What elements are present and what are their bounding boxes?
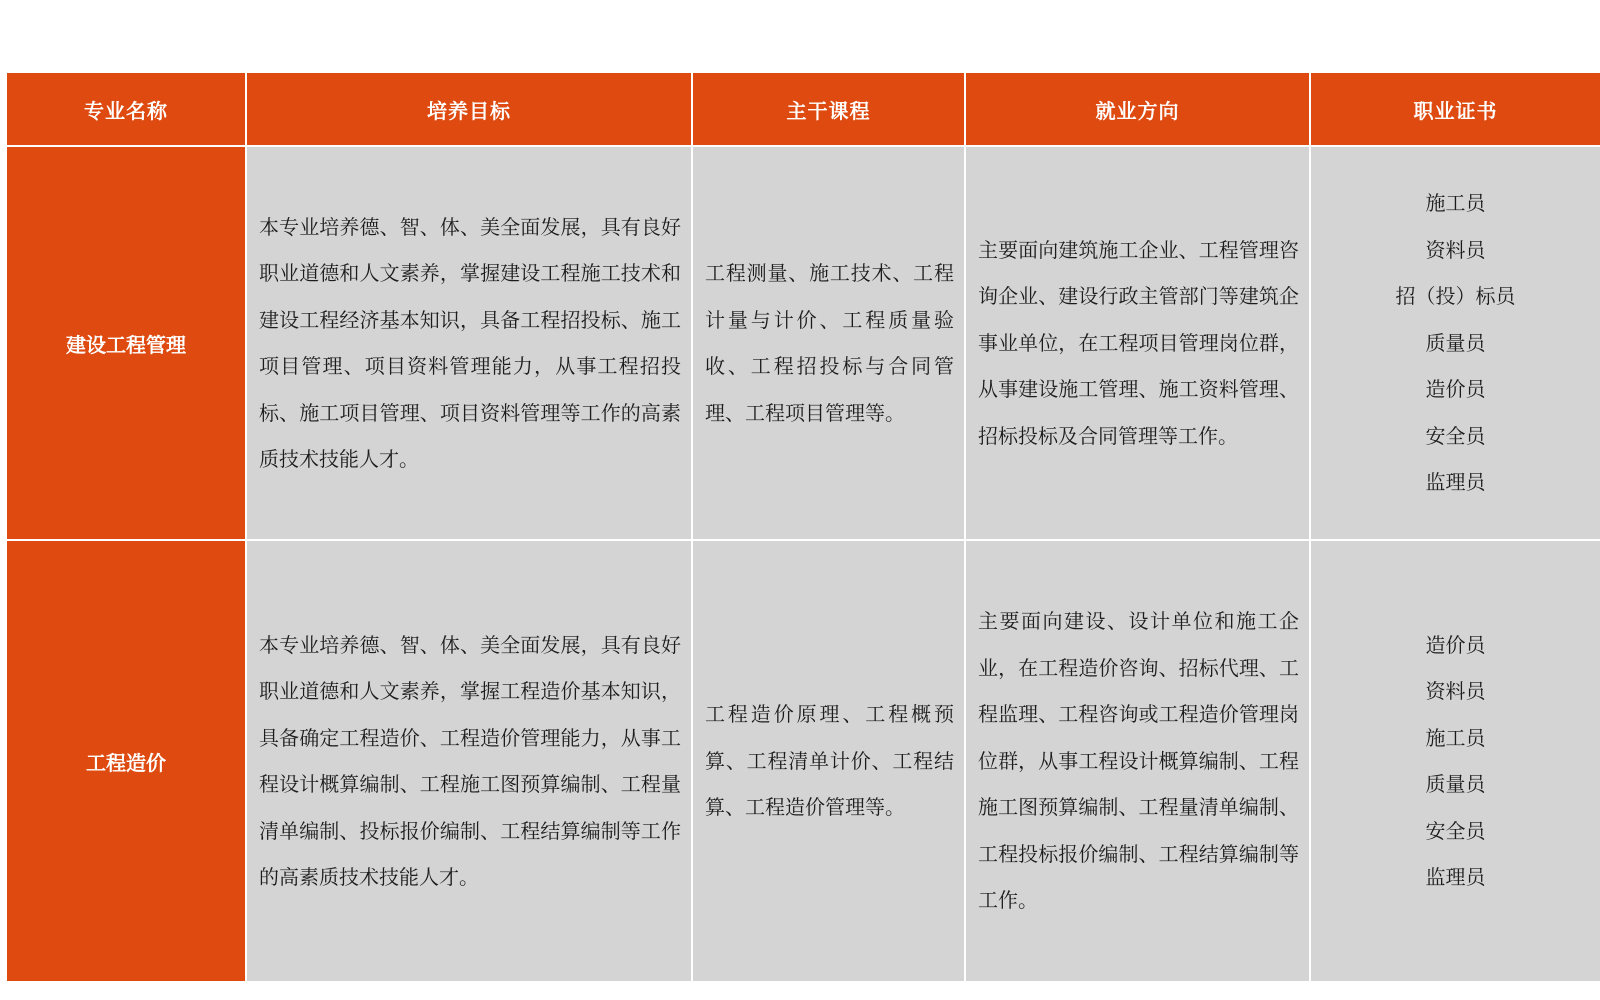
training-goal-cell bbox=[246, 146, 692, 540]
certificate-item: 监理员 bbox=[1425, 865, 1486, 889]
training-goal-cell bbox=[246, 540, 692, 982]
header-row bbox=[6, 72, 1600, 146]
majors-table bbox=[5, 71, 1600, 983]
header-employment-direction: 就业方向 bbox=[965, 72, 1310, 146]
table-row bbox=[6, 146, 1600, 540]
certificates-cell bbox=[1310, 540, 1600, 982]
employment-direction-cell bbox=[965, 540, 1310, 982]
major-name-cell: 工程造价 bbox=[6, 540, 246, 982]
table-body bbox=[6, 146, 1600, 982]
core-courses-cell bbox=[692, 146, 965, 540]
certificate-item: 资料员 bbox=[1425, 679, 1486, 703]
header-core-courses: 主干课程 bbox=[692, 72, 965, 146]
majors-table-container bbox=[5, 71, 1600, 983]
table-header bbox=[6, 72, 1600, 146]
core-courses-text: 工程测量、施工技术、工程计量与计价、工程质量验收、工程招投标与合同管理、工程项目管理等。 bbox=[705, 261, 954, 425]
certificate-item: 资料员 bbox=[1425, 237, 1486, 262]
core-courses-cell bbox=[692, 540, 965, 982]
training-goal-text: 本专业培养德、智、体、美全面发展，具有良好职业道德和人文素养，掌握建设工程施工技术和建设工程经济基本知识，具备工程招投标、施工项目管理、项目资料管理能力，从事工程招投标、施工项目管理、项目资料管理等工作的高素质技术技能人才。 bbox=[259, 214, 681, 471]
certificate-item: 监理员 bbox=[1425, 470, 1486, 495]
certificate-item: 质量员 bbox=[1425, 330, 1486, 355]
certificate-item: 安全员 bbox=[1425, 818, 1486, 843]
certificate-item: 施工员 bbox=[1425, 725, 1486, 750]
certificate-item: 造价员 bbox=[1425, 377, 1486, 402]
header-certificates: 职业证书 bbox=[1310, 72, 1600, 146]
certificates-cell bbox=[1310, 146, 1600, 540]
training-goal-text: 本专业培养德、智、体、美全面发展，具有良好职业道德和人文素养，掌握工程造价基本知识，具备确定工程造价、工程造价管理能力，从事工程设计概算编制、工程施工图预算编制、工程量清单编制、投标报价编制、工程结算编制等工作的高素质技术技能人才。 bbox=[259, 632, 681, 889]
employment-direction-cell bbox=[965, 146, 1310, 540]
certificate-list bbox=[1311, 622, 1600, 901]
certificate-item: 造价员 bbox=[1425, 632, 1486, 657]
certificate-item: 招（投）标员 bbox=[1395, 284, 1516, 309]
header-major-name: 专业名称 bbox=[6, 72, 246, 146]
core-courses-text: 工程造价原理、工程概预算、工程清单计价、工程结算、工程造价管理等。 bbox=[705, 702, 954, 820]
major-name-cell: 建设工程管理 bbox=[6, 146, 246, 540]
certificate-item: 施工员 bbox=[1425, 191, 1486, 216]
certificate-item: 质量员 bbox=[1425, 772, 1486, 796]
header-training-goal: 培养目标 bbox=[246, 72, 692, 146]
employment-direction-text: 主要面向建设、设计单位和施工企业，在工程造价咨询、招标代理、工程监理、工程咨询或工程造价管理岗位群，从事工程设计概算编制、工程施工图预算编制、工程量清单编制、工程投标报价编制、工程结算编制等工作。 bbox=[978, 609, 1299, 913]
table-row bbox=[6, 540, 1600, 982]
employment-direction-text: 主要面向建筑施工企业、工程管理咨询企业、建设行政主管部门等建筑企事业单位，在工程项目管理岗位群，从事建设施工管理、施工资料管理、招标投标及合同管理等工作。 bbox=[978, 237, 1299, 448]
certificate-item: 安全员 bbox=[1425, 423, 1486, 448]
certificate-list bbox=[1311, 180, 1600, 506]
